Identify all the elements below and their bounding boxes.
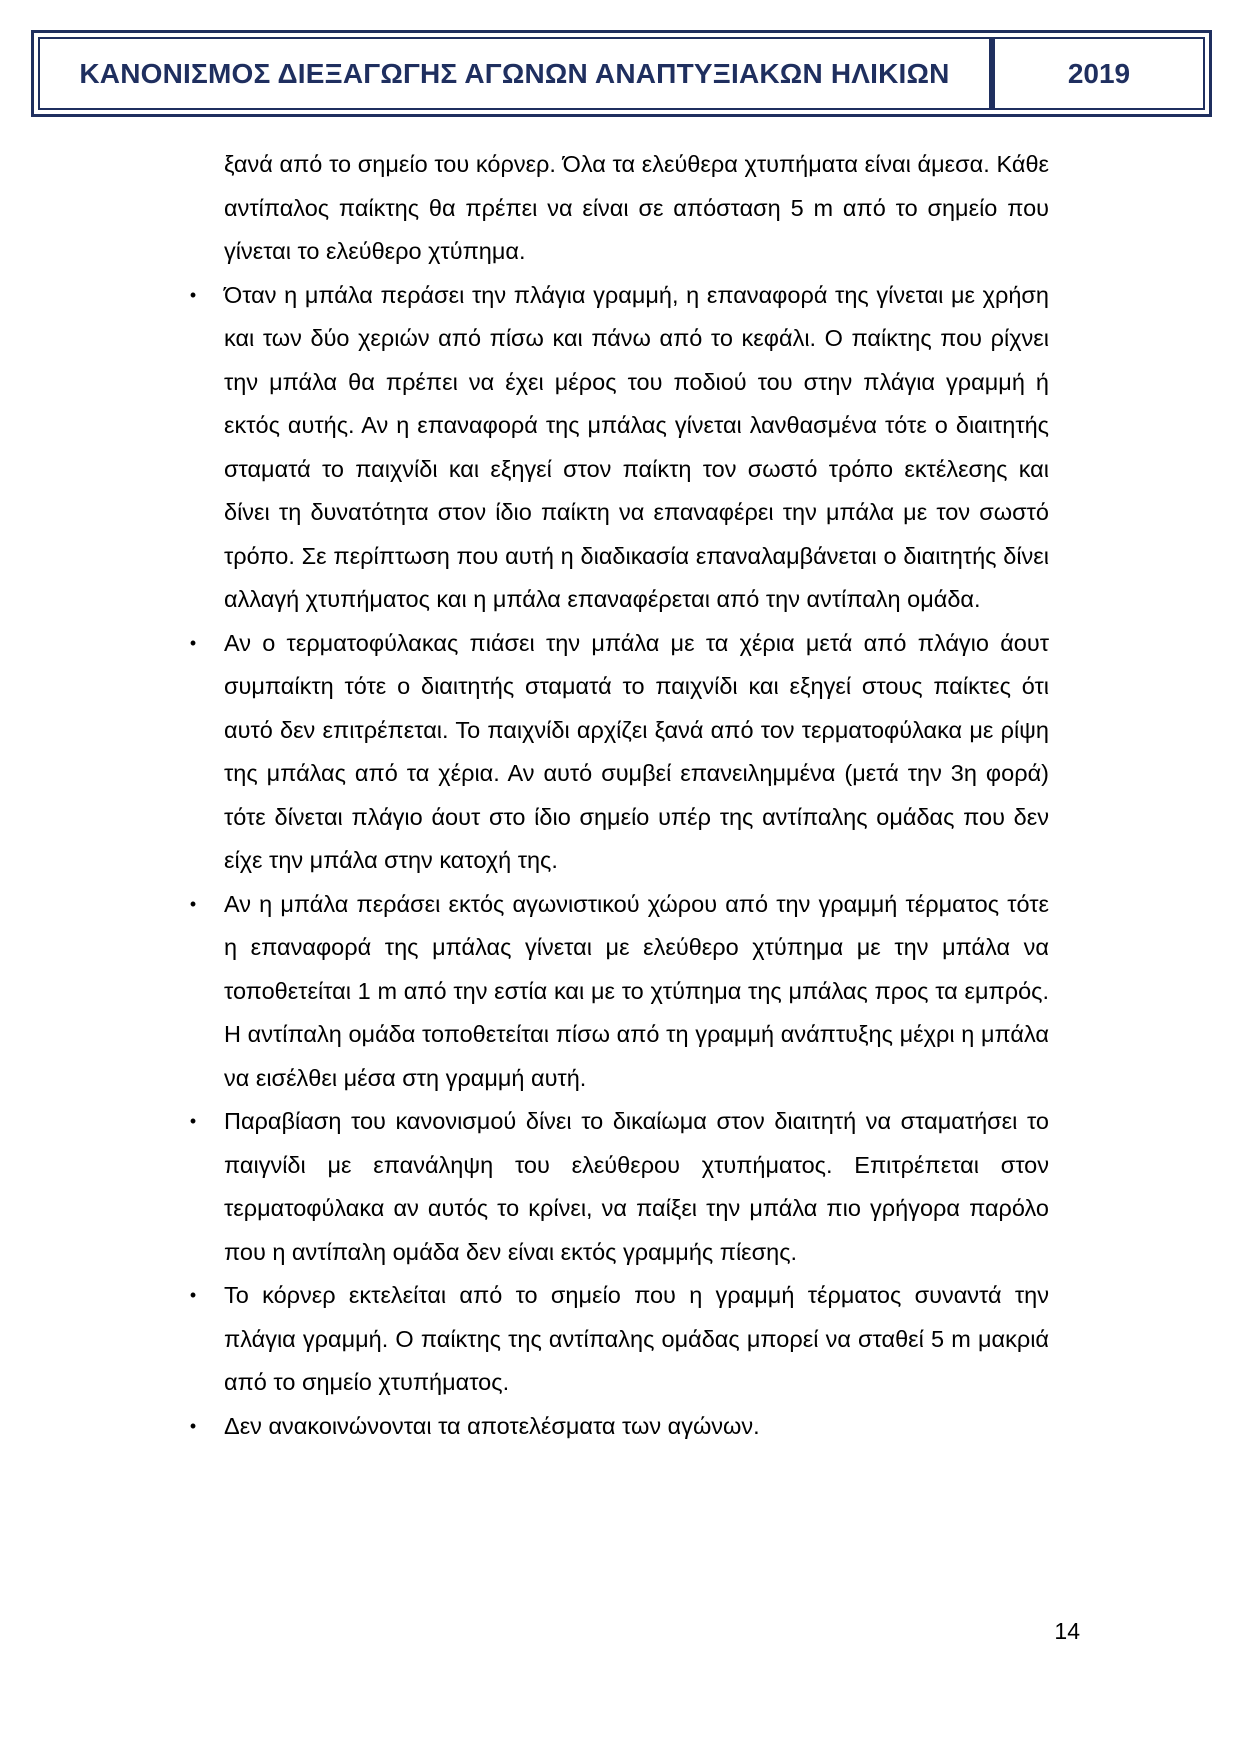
document-year: 2019 [1067,57,1131,89]
list-item [186,1100,1049,1274]
header-year-cell [995,39,1203,108]
bullet-icon: • [189,1415,197,1436]
document-header [31,30,1212,117]
list-item-text: Το κόρνερ εκτελείται από το σημείο που η γραμμή τέρματος συναντά την πλάγια γραμμή. Ο παίκτης της αντίπαλης ομάδας μπορεί να σταθεί 5 m μακριά από το σημείο χτυπήματος. [224,1282,1049,1395]
list-item [186,1405,1049,1449]
list-item-text: Αν η μπάλα περάσει εκτός αγωνιστικού χώρου από την γραμμή τέρματος τότε η επαναφορά της μπάλας γίνεται με ελεύθερο χτύπημα με την μπάλα να τοποθετείται 1 m από την εστία και με το χτύπημα της μπάλας προς τα εμπρός. Η αντίπαλη ομάδα τοποθετείται πίσω από τη γραμμή ανάπτυξης μέχρι η μπάλα να εισέλθει μέσα στη γραμμή αυτή. [224,890,1049,1091]
continuation-paragraph: ξανά από το σημείο του κόρνερ. Όλα τα ελεύθερα χτυπήματα είναι άμεσα. Κάθε αντίπαλος παίκτης θα πρέπει να είναι σε απόσταση 5 m από το σημείο που γίνεται το ελεύθερο χτύπημα. [224,151,1049,264]
list-item [186,883,1049,1101]
bullet-icon: • [189,284,197,305]
bullet-icon: • [189,1285,197,1305]
list-item-text: Δεν ανακοινώνονται τα αποτελέσματα των αγώνων. [224,1412,760,1439]
list-item [186,622,1049,883]
bullet-icon: • [189,632,197,653]
document-header-inner-frame [38,37,1205,110]
list-item-text: Παραβίαση του κανονισμού δίνει το δικαίωμα στον διαιτητή να σταματήσει το παιγνίδι με επανάληψη του ελεύθερου χτυπήματος. Επιτρέπεται στον τερματοφύλακα αν αυτός το κρίνει, να παίξει την μπάλα πιο γρήγορα παρόλο που η αντίπαλη ομάδα δεν είναι εκτός γραμμής πίεσης. [224,1108,1049,1265]
bullet-icon: • [189,1111,197,1131]
rules-bullet-list [186,274,1049,1449]
header-title-cell [40,39,995,108]
page-number: 14 [1054,1618,1080,1644]
list-item [186,274,1049,622]
document-title: ΚΑΝΟΝΙΣΜΟΣ ΔΙΕΞΑΓΩΓΗΣ ΑΓΩΝΩΝ ΑΝΑΠΤΥΞΙΑΚΩΝ ΗΛΙΚΙΩΝ [79,57,950,89]
list-item-text: Αν ο τερματοφύλακας πιάσει την μπάλα με τα χέρια μετά από πλάγιο άουτ συμπαίκτη τότε ο διαιτητής σταματά το παιχνίδι και εξηγεί στους παίκτες ότι αυτό δεν επιτρέπεται. Το παιχνίδι αρχίζει ξανά από τον τερματοφύλακα με ρίψη της μπάλας από τα χέρια. Αν αυτό συμβεί επανειλημμένα (μετά την 3η φορά) τότε δίνεται πλάγιο άουτ στο ίδιο σημείο υπέρ της αντίπαλης ομάδας που δεν είχε την μπάλα στην κατοχή της. [224,629,1049,873]
list-item-text: Όταν η μπάλα περάσει την πλάγια γραμμή, η επαναφορά της γίνεται με χρήση και των δύο χεριών από πίσω και πάνω από το κεφάλι. Ο παίκτης που ρίχνει την μπάλα θα πρέπει να έχει μέρος του ποδιού του στην πλάγια γραμμή ή εκτός αυτής. Αν η επαναφορά της μπάλας γίνεται λανθασμένα τότε ο διαιτητής σταματά το παιχνίδι και εξηγεί στον παίκτη τον σωστό τρόπο εκτέλεσης και δίνει τη δυνατότητα στον ίδιο παίκτη να επαναφέρει την μπάλα με τον σωστό τρόπο. Σε περίπτωση που αυτή η διαδικασία επαναλαμβάνεται ο διαιτητής δίνει αλλαγή χτυπήματος και η μπάλα επαναφέρεται από την αντίπαλη ομάδα. [224,281,1049,612]
list-item [186,1274,1049,1405]
bullet-icon: • [189,893,197,914]
document-body [186,143,1049,1448]
